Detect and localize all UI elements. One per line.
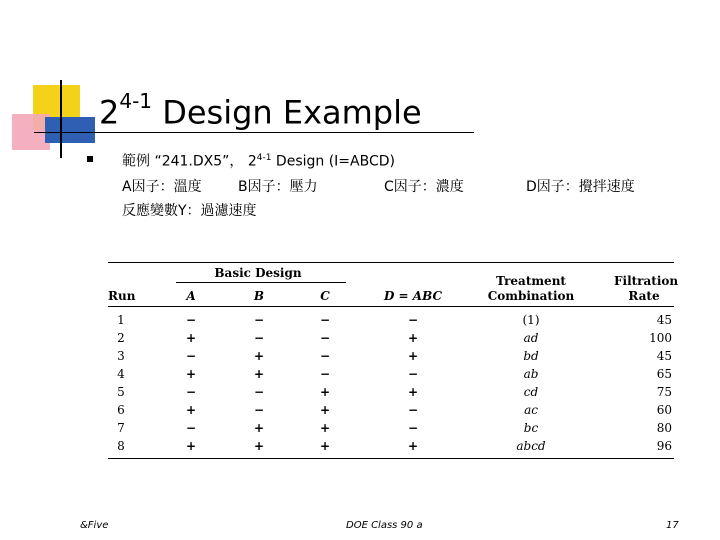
- cell-c: +: [319, 385, 331, 399]
- cell-run: 1: [117, 313, 125, 327]
- decor-vertical-line: [60, 80, 62, 158]
- slide-title: 2$^{4-1}$ Design Example: [99, 89, 422, 132]
- cell-run: 3: [117, 349, 125, 363]
- cell-treatment: cd: [523, 385, 539, 399]
- cell-a: +: [185, 403, 197, 417]
- cell-treatment: (1): [522, 313, 540, 327]
- cell-rate: 60: [656, 403, 672, 417]
- header-b: B: [253, 289, 265, 303]
- cell-d: −: [407, 313, 419, 327]
- cell-rate: 100: [649, 331, 672, 345]
- cell-b: +: [253, 367, 265, 381]
- factor-d-text: D因子：攪拌速度: [526, 179, 635, 195]
- response-text: 反應變數Y：過濾速度: [122, 203, 257, 219]
- cell-a: −: [185, 349, 197, 363]
- basic-design-header: Basic Design: [214, 266, 302, 280]
- cell-a: −: [185, 313, 197, 327]
- header-c: C: [320, 289, 330, 303]
- cell-treatment: ad: [523, 331, 539, 345]
- example-line: 範例 “241.DX5”， 2$^{4-1}$ Design (I=ABCD): [122, 153, 395, 170]
- cell-rate: 45: [656, 349, 672, 363]
- cell-d: −: [407, 421, 419, 435]
- cell-c: +: [319, 439, 331, 453]
- cell-b: −: [253, 385, 265, 399]
- header-run: Run: [108, 289, 136, 303]
- cell-b: +: [253, 439, 265, 453]
- cell-d: −: [407, 367, 419, 381]
- table-header-rule: [108, 306, 674, 307]
- cell-d: +: [407, 331, 419, 345]
- cell-a: +: [185, 439, 197, 453]
- header-combination: Combination: [487, 289, 575, 303]
- page-number: 17: [666, 520, 679, 531]
- cell-a: −: [185, 421, 197, 435]
- factor-a-text: A因子：溫度: [122, 179, 202, 195]
- cell-c: −: [319, 367, 331, 381]
- cell-a: +: [185, 367, 197, 381]
- footer-center: DOE Class 90 a: [346, 520, 423, 531]
- cell-d: +: [407, 439, 419, 453]
- cell-run: 7: [117, 421, 125, 435]
- cell-c: −: [319, 331, 331, 345]
- cell-c: +: [319, 421, 331, 435]
- title-underline: [34, 132, 474, 133]
- cell-treatment: abcd: [516, 439, 546, 453]
- cell-b: −: [253, 331, 265, 345]
- cell-b: −: [253, 313, 265, 327]
- cell-d: +: [407, 349, 419, 363]
- footer-left: &Five: [80, 520, 109, 531]
- header-treatment: Treatment: [496, 274, 566, 288]
- cell-d: −: [407, 403, 419, 417]
- cell-run: 5: [117, 385, 125, 399]
- cell-rate: 65: [656, 367, 672, 381]
- table-bottom-rule: [108, 458, 674, 459]
- cell-run: 8: [117, 439, 125, 453]
- cell-a: −: [185, 385, 197, 399]
- cell-run: 6: [117, 403, 125, 417]
- cell-rate: 96: [656, 439, 672, 453]
- factor-b-text: B因子：壓力: [238, 179, 318, 195]
- cell-c: +: [319, 403, 331, 417]
- cell-run: 4: [117, 367, 125, 381]
- cell-run: 2: [117, 331, 125, 345]
- header-rate: Rate: [628, 289, 660, 303]
- table-top-rule: [108, 262, 674, 263]
- cell-c: −: [319, 313, 331, 327]
- cell-treatment: bc: [523, 421, 539, 435]
- cell-b: −: [253, 403, 265, 417]
- cell-rate: 80: [656, 421, 672, 435]
- cell-d: +: [407, 385, 419, 399]
- cell-c: −: [319, 349, 331, 363]
- design-table: [108, 262, 679, 459]
- decor-blue-square: [45, 117, 95, 143]
- cell-rate: 45: [656, 313, 672, 327]
- basic-design-rule: [176, 282, 346, 283]
- cell-a: +: [185, 331, 197, 345]
- header-a: A: [186, 289, 196, 303]
- header-d: D = ABC: [383, 289, 443, 303]
- cell-rate: 75: [656, 385, 672, 399]
- cell-b: +: [253, 421, 265, 435]
- cell-treatment: ac: [524, 403, 538, 417]
- bullet-square-icon: [87, 156, 93, 162]
- factor-c-text: C因子：濃度: [384, 179, 464, 195]
- cell-b: +: [253, 349, 265, 363]
- cell-treatment: ab: [523, 367, 539, 381]
- cell-treatment: bd: [523, 349, 539, 363]
- header-filtration: Filtration: [614, 274, 679, 288]
